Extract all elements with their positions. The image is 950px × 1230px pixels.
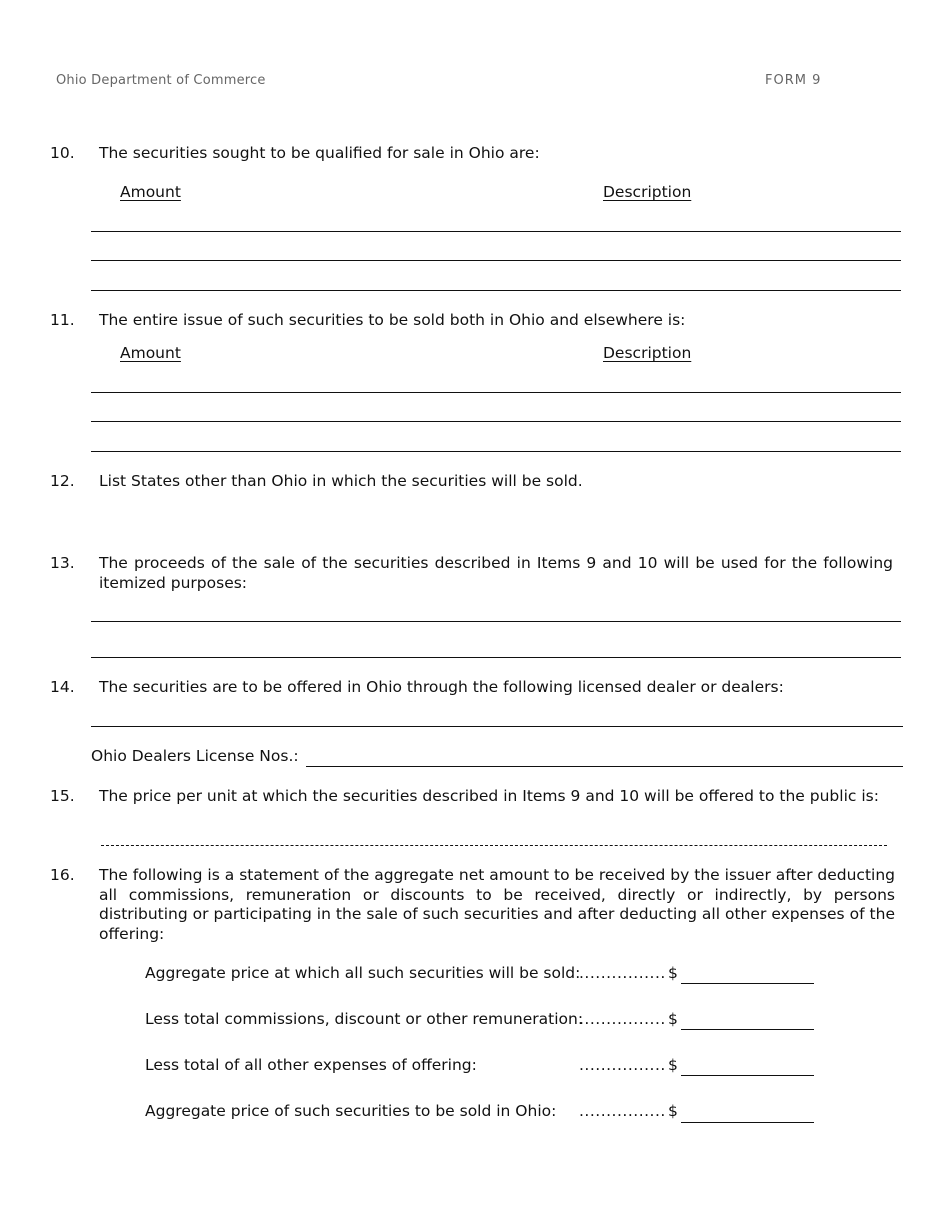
item-10-description-header: Description [603,183,692,201]
item-11-text: The entire issue of such securities to be sold both in Ohio and elsewhere is: [99,311,686,329]
item-14-dealer-line[interactable] [91,726,903,727]
item-16-number: 16. [50,866,75,884]
row-ohio-price-currency: $ [668,1102,678,1120]
license-label: Ohio Dealers License Nos.: [91,747,299,765]
row-other-expenses-field[interactable] [681,1075,814,1076]
row-aggregate-price-currency: $ [668,964,678,982]
item-11-number: 11. [50,311,75,329]
item-10-line-2[interactable] [91,260,901,261]
row-aggregate-price-dots: ................ [579,964,666,982]
row-ohio-price-field[interactable] [681,1122,814,1123]
row-commissions-field[interactable] [681,1029,814,1030]
row-aggregate-price-label: Aggregate price at which all such securities will be sold: [145,964,581,982]
item-16-text: The following is a statement of the aggregate net amount to be received by the issuer after deducting all commissions, remuneration or discounts to be received, directly or indirectly, by persons distributing or participating in the sale of such securities and after deducting all other expenses of the offering: [99,866,895,943]
item-11-line-3[interactable] [91,451,901,452]
item-11-amount-header: Amount [120,344,181,362]
item-10-line-3[interactable] [91,290,901,291]
item-13-line-1[interactable] [91,621,901,622]
license-numbers-line[interactable] [306,766,903,767]
item-10-number: 10. [50,144,75,162]
row-other-expenses-currency: $ [668,1056,678,1074]
row-ohio-price-label: Aggregate price of such securities to be sold in Ohio: [145,1102,557,1120]
form-number: FORM 9 [765,73,822,88]
item-10-amount-header: Amount [120,183,181,201]
row-commissions-currency: $ [668,1010,678,1028]
item-14-number: 14. [50,678,75,696]
item-10-text: The securities sought to be qualified for sale in Ohio are: [99,144,540,162]
item-12-text: List States other than Ohio in which the securities will be sold. [99,472,583,490]
row-aggregate-price-field[interactable] [681,983,814,984]
department-name: Ohio Department of Commerce [56,73,266,88]
row-commissions-dots: ................ [579,1010,666,1028]
row-other-expenses-dots: ................ [579,1056,666,1074]
item-13-text: The proceeds of the sale of the securities described in Items 9 and 10 will be used for the following itemized purposes: [99,554,893,592]
item-12-number: 12. [50,472,75,490]
row-commissions-label: Less total commissions, discount or other remuneration: [145,1010,584,1028]
price-per-unit-line[interactable] [101,845,887,846]
item-13-number: 13. [50,554,75,572]
item-15-number: 15. [50,787,75,805]
item-13-line-2[interactable] [91,657,901,658]
item-14-text: The securities are to be offered in Ohio through the following licensed dealer or dealers: [99,678,784,696]
item-11-description-header: Description [603,344,692,362]
item-15-text: The price per unit at which the securities described in Items 9 and 10 will be offered to the public is: [99,787,879,805]
row-other-expenses-label: Less total of all other expenses of offering: [145,1056,477,1074]
item-11-line-2[interactable] [91,421,901,422]
item-10-line-1[interactable] [91,231,901,232]
item-11-line-1[interactable] [91,392,901,393]
row-ohio-price-dots: ................ [579,1102,666,1120]
